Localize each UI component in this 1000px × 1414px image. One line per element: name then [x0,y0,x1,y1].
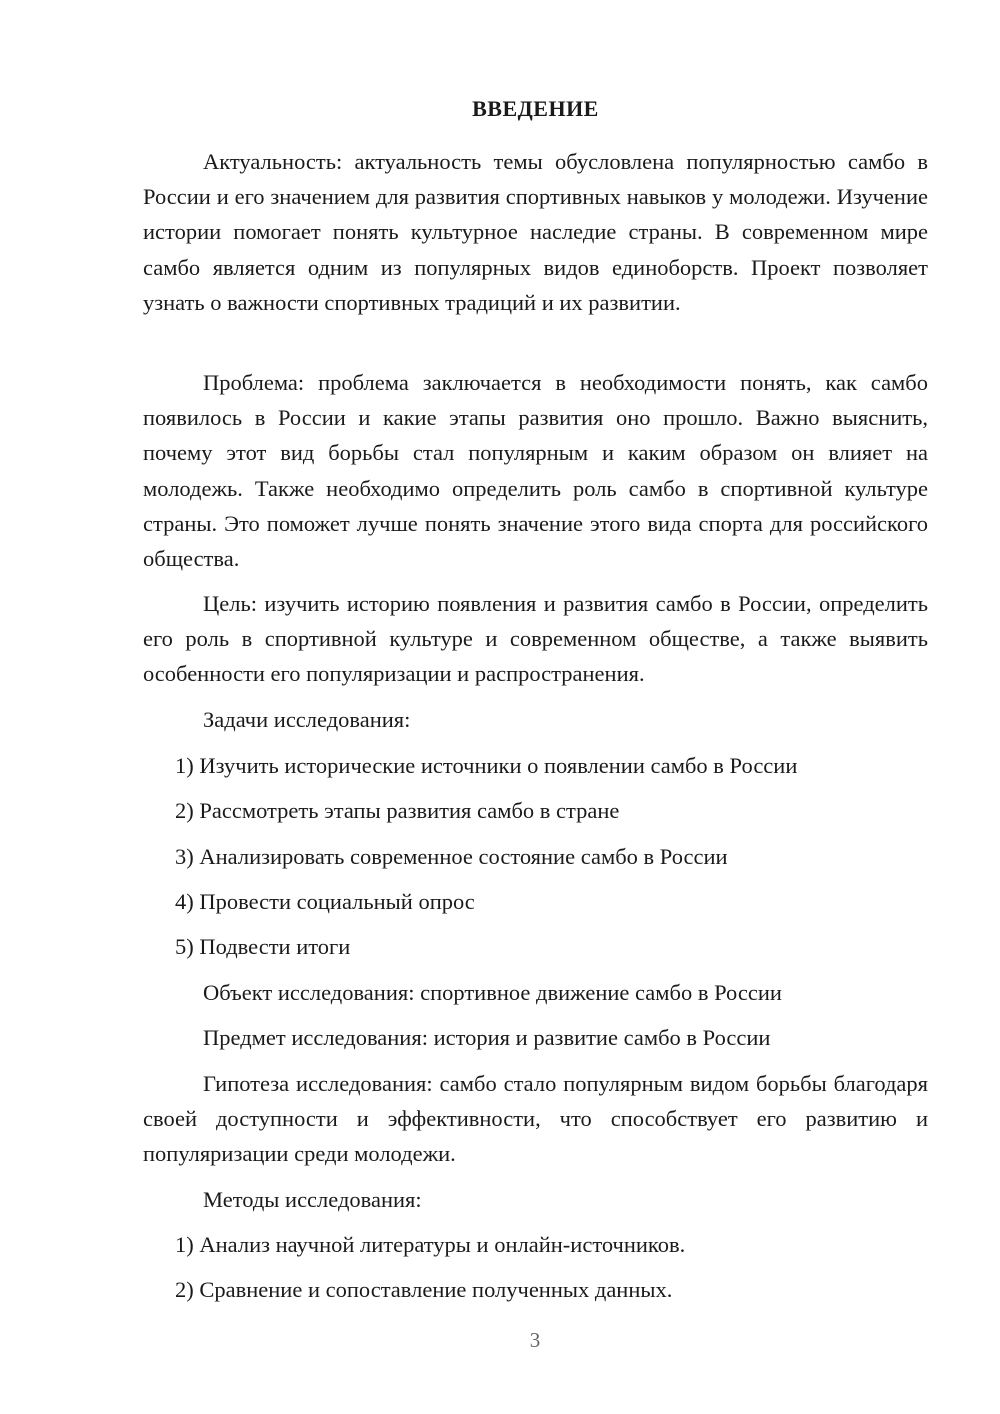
methods-title: Методы исследования: [203,1187,422,1212]
tasks-title: Задачи исследования: [203,707,411,732]
list-item: 3) Анализировать современное состояние самбо в России [175,844,728,869]
list-item: 2) Сравнение и сопоставление полученных данных. [175,1277,673,1302]
list-item: 5) Подвести итоги [175,934,351,959]
list-item: 1) Изучить исторические источники о появлении самбо в России [175,753,798,778]
paragraph-problem: Проблема: проблема заключается в необходимости понять, как самбо появилось в России и какие этапы развития оно прошло. Важно выяснить, почему этот вид борьбы стал популярным и каким образом он влияет на молодежь. Также необходимо определить роль самбо в спортивной культуре страны. Это поможет лучше понять значение этого вида спорта для российского общества. [143,370,928,572]
list-item: 4) Провести социальный опрос [175,889,475,914]
page-number: 3 [529,1328,541,1352]
subject-line: Предмет исследования: история и развитие самбо в России [203,1025,771,1050]
list-item: 2) Рассмотреть этапы развития самбо в стране [175,798,620,823]
object-line: Объект исследования: спортивное движение самбо в России [203,980,782,1005]
paragraph-hypothesis: Гипотеза исследования: самбо стало популярным видом борьбы благодаря своей доступности и эффективности, что способствует его развитию и популяризации среди молодежи. [143,1071,928,1167]
paragraph-goal: Цель: изучить историю появления и развития самбо в России, определить его роль в спортивной культуре и современном обществе, а также выявить особенности его популяризации и распространения. [143,591,928,687]
paragraph-relevance: Актуальность: актуальность темы обусловлена популярностью самбо в России и его значением для развития спортивных навыков у молодежи. Изучение истории помогает понять культурное наследие страны. В современном мире самбо является одним из популярных видов единоборств. Проект позволяет узнать о важности спортивных традиций и их развитии. [143,149,928,315]
list-item: 1) Анализ научной литературы и онлайн-источников. [175,1232,686,1257]
section-heading: ВВЕДЕНИЕ [472,96,599,121]
